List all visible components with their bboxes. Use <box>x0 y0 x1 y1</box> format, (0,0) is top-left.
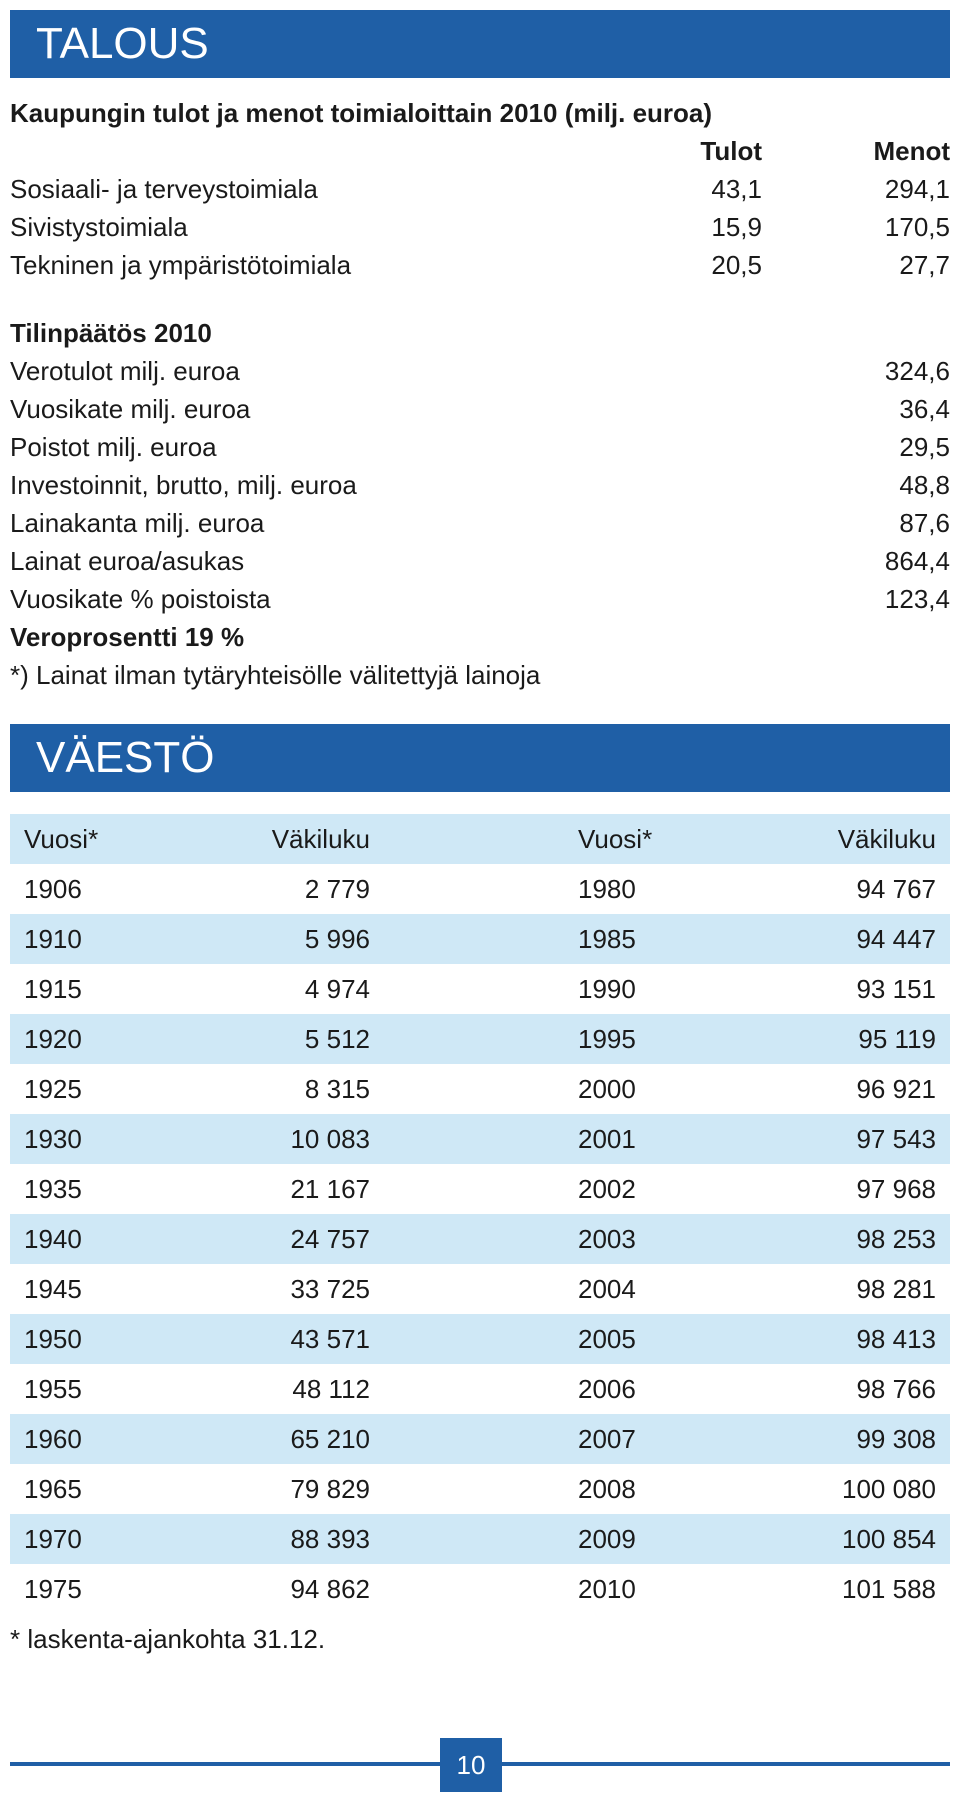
year-1: 1906 <box>24 874 82 904</box>
population-1: 8 315 <box>304 1074 370 1104</box>
population-1: 79 829 <box>290 1474 370 1504</box>
year-1: 1920 <box>24 1024 82 1054</box>
population-2: 99 308 <box>856 1424 936 1454</box>
year-2: 2005 <box>578 1324 636 1354</box>
population-1: 10 083 <box>290 1124 370 1154</box>
finance-row-label: Tekninen ja ympäristötoimiala <box>10 250 352 280</box>
year-2: 2010 <box>578 1574 636 1604</box>
year-2: 1985 <box>578 924 636 954</box>
finance-section <box>10 94 950 694</box>
population-2: 94 767 <box>856 874 936 904</box>
finance-header-row <box>10 132 950 170</box>
population-1: 21 167 <box>290 1174 370 1204</box>
finance-row-tulot: 20,5 <box>711 250 762 280</box>
year-1: 1975 <box>24 1574 82 1604</box>
year-1: 1935 <box>24 1174 82 1204</box>
tilinpaatos-row <box>10 542 950 580</box>
veroprosentti: Veroprosentti 19 % <box>10 622 245 652</box>
tilinpaatos-row <box>10 390 950 428</box>
year-2: 2006 <box>578 1374 636 1404</box>
tilinpaatos-row <box>10 352 950 390</box>
year-1: 1970 <box>24 1524 82 1554</box>
year-2: 2001 <box>578 1124 636 1154</box>
tilinpaatos-value: 29,5 <box>899 432 950 462</box>
page-number: 10 <box>440 1738 502 1792</box>
table-row <box>10 1064 950 1114</box>
table-row <box>10 1014 950 1064</box>
tilinpaatos-label: Verotulot milj. euroa <box>10 356 240 386</box>
tilinpaatos-label: Investoinnit, brutto, milj. euroa <box>10 470 357 500</box>
tilinpaatos-value: 864,4 <box>884 546 950 576</box>
col-menot: Menot <box>873 136 950 166</box>
tilinpaatos-value: 123,4 <box>884 584 950 614</box>
table-row <box>10 1114 950 1164</box>
finance-row <box>10 246 950 284</box>
year-1: 1965 <box>24 1474 82 1504</box>
year-1: 1930 <box>24 1124 82 1154</box>
header-population-1: Väkiluku <box>271 824 370 854</box>
vaesto-heading: VÄESTÖ <box>10 724 950 792</box>
finance-table-title: Kaupungin tulot ja menot toimialoittain 2010 (milj. euroa) <box>10 98 713 128</box>
finance-row-label: Sosiaali- ja terveystoimiala <box>10 174 318 204</box>
tilinpaatos-value: 324,6 <box>884 356 950 386</box>
year-2: 2007 <box>578 1424 636 1454</box>
year-2: 2004 <box>578 1274 636 1304</box>
population-1: 5 996 <box>304 924 370 954</box>
population-2: 101 588 <box>842 1574 936 1604</box>
year-2: 1995 <box>578 1024 636 1054</box>
year-2: 2008 <box>578 1474 636 1504</box>
tilinpaatos-label: Vuosikate milj. euroa <box>10 394 251 424</box>
population-2: 97 968 <box>856 1174 936 1204</box>
header-year-1: Vuosi* <box>24 824 99 854</box>
finance-row-label: Sivistystoimiala <box>10 212 188 242</box>
col-tulot: Tulot <box>700 136 762 166</box>
year-1: 1950 <box>24 1324 82 1354</box>
table-row <box>10 1514 950 1564</box>
population-footnote: * laskenta-ajankohta 31.12. <box>10 1624 326 1654</box>
table-row <box>10 1264 950 1314</box>
table-row <box>10 1164 950 1214</box>
finance-row-tulot: 15,9 <box>711 212 762 242</box>
table-row <box>10 1464 950 1514</box>
year-2: 1980 <box>578 874 636 904</box>
year-2: 2002 <box>578 1174 636 1204</box>
table-row <box>10 914 950 964</box>
tilinpaatos-value: 48,8 <box>899 470 950 500</box>
population-1: 5 512 <box>304 1024 370 1054</box>
population-2: 100 080 <box>842 1474 936 1504</box>
tilinpaatos-label: Poistot milj. euroa <box>10 432 217 462</box>
population-2: 98 281 <box>856 1274 936 1304</box>
population-2: 94 447 <box>856 924 936 954</box>
population-1: 94 862 <box>290 1574 370 1604</box>
finance-row-menot: 27,7 <box>899 250 950 280</box>
tilinpaatos-label: Vuosikate % poistoista <box>10 584 271 614</box>
year-1: 1910 <box>24 924 82 954</box>
finance-row-menot: 294,1 <box>884 174 950 204</box>
tilinpaatos-row <box>10 580 950 618</box>
year-1: 1945 <box>24 1274 82 1304</box>
finance-row-menot: 170,5 <box>884 212 950 242</box>
population-2: 96 921 <box>856 1074 936 1104</box>
header-population-2: Väkiluku <box>837 824 936 854</box>
year-2: 1990 <box>578 974 636 1004</box>
finance-row <box>10 208 950 246</box>
table-row <box>10 864 950 914</box>
tilinpaatos-label: Lainat euroa/asukas <box>10 546 245 576</box>
table-row <box>10 1214 950 1264</box>
tilinpaatos-value: 36,4 <box>899 394 950 424</box>
year-1: 1955 <box>24 1374 82 1404</box>
table-row <box>10 1564 950 1614</box>
tilinpaatos-row <box>10 428 950 466</box>
population-1: 43 571 <box>290 1324 370 1354</box>
year-1: 1925 <box>24 1074 82 1104</box>
population-1: 24 757 <box>290 1224 370 1254</box>
tilinpaatos-row <box>10 504 950 542</box>
population-header-row <box>10 814 950 864</box>
year-2: 2003 <box>578 1224 636 1254</box>
tilinpaatos-label: Lainakanta milj. euroa <box>10 508 265 538</box>
tilinpaatos-title: Tilinpäätös 2010 <box>10 318 212 348</box>
population-1: 65 210 <box>290 1424 370 1454</box>
table-row <box>10 964 950 1014</box>
loan-note: *) Lainat ilman tytäryhteisölle välitettyjä lainoja <box>10 660 541 690</box>
table-row <box>10 1414 950 1464</box>
year-2: 2000 <box>578 1074 636 1104</box>
population-1: 4 974 <box>304 974 370 1004</box>
population-2: 93 151 <box>856 974 936 1004</box>
population-table <box>10 814 950 1614</box>
talous-heading: TALOUS <box>10 10 950 78</box>
population-2: 97 543 <box>856 1124 936 1154</box>
population-1: 48 112 <box>292 1374 370 1404</box>
year-1: 1960 <box>24 1424 82 1454</box>
year-1: 1940 <box>24 1224 82 1254</box>
table-row <box>10 1364 950 1414</box>
year-1: 1915 <box>24 974 82 1004</box>
table-row <box>10 1314 950 1364</box>
population-2: 98 766 <box>856 1374 936 1404</box>
population-2: 98 253 <box>856 1224 936 1254</box>
finance-row-tulot: 43,1 <box>711 174 762 204</box>
population-1: 33 725 <box>290 1274 370 1304</box>
population-2: 100 854 <box>842 1524 936 1554</box>
population-1: 2 779 <box>304 874 370 904</box>
population-1: 88 393 <box>290 1524 370 1554</box>
year-2: 2009 <box>578 1524 636 1554</box>
header-year-2: Vuosi* <box>578 824 653 854</box>
population-2: 95 119 <box>858 1024 936 1054</box>
tilinpaatos-value: 87,6 <box>899 508 950 538</box>
population-2: 98 413 <box>856 1324 936 1354</box>
finance-row <box>10 170 950 208</box>
tilinpaatos-row <box>10 466 950 504</box>
